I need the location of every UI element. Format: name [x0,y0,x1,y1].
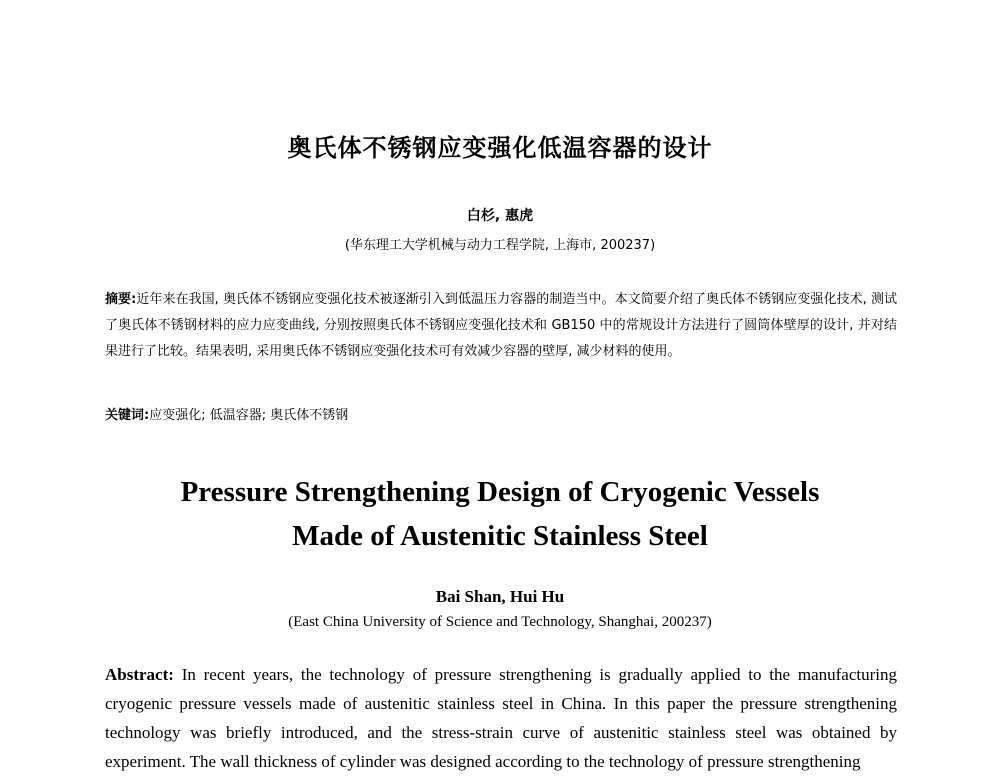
chinese-abstract-label: 摘要: [105,292,137,307]
chinese-keywords-text: 应变强化; 低温容器; 奥氏体不锈钢 [149,408,349,423]
english-authors: Bai Shan, Hui Hu [435,587,565,606]
english-abstract-label: Abstract: [105,665,174,684]
chinese-keywords [105,404,897,423]
english-title [0,470,1000,558]
chinese-keywords-label: 关键词: [105,408,150,423]
chinese-abstract-text: 近年来在我国, 奥氏体不锈钢应变强化技术被逐渐引入到低温压力容器的制造当中。本文简要介绍了奥氏体不锈钢应变强化技术, 测试了奥氏体不锈钢材料的应力应变曲线, 分别按照奥氏体不锈钢应变强化技术和 GB150 中的常规设计方法进行了圆筒体壁厚的设计, 并对结果进行了比较。结果表明, 采用奥氏体不锈钢应变强化技术可有效减少容器的壁厚, 减少材料的使用。 [105,292,898,359]
chinese-title: 奥氏体不锈钢应变强化低温容器的设计 [287,134,713,162]
chinese-affiliation: (华东理工大学机械与动力工程学院, 上海市, 200237) [344,238,656,253]
chinese-abstract [105,287,897,365]
english-abstract [105,660,897,776]
english-affiliation: (East China University of Science and Technology, Shanghai, 200237) [288,614,712,630]
english-title-line-2: Made of Austenitic Stainless Steel [292,520,708,552]
english-title-line-1: Pressure Strengthening Design of Cryogenic Vessels [180,476,820,508]
chinese-authors: 白杉, 惠虎 [466,208,534,224]
english-abstract-text: In recent years, the technology of pressure strengthening is gradually applied to the manufacturing cryogenic pressure vessels made of austenitic stainless steel in China. In this paper the pressure strengthening technology was briefly introduced, and the stress-strain curve of austenitic stainless steel was obtained by experiment. The wall thickness of cylinder was designed according to the technology of pressure strengthening [105,665,897,771]
